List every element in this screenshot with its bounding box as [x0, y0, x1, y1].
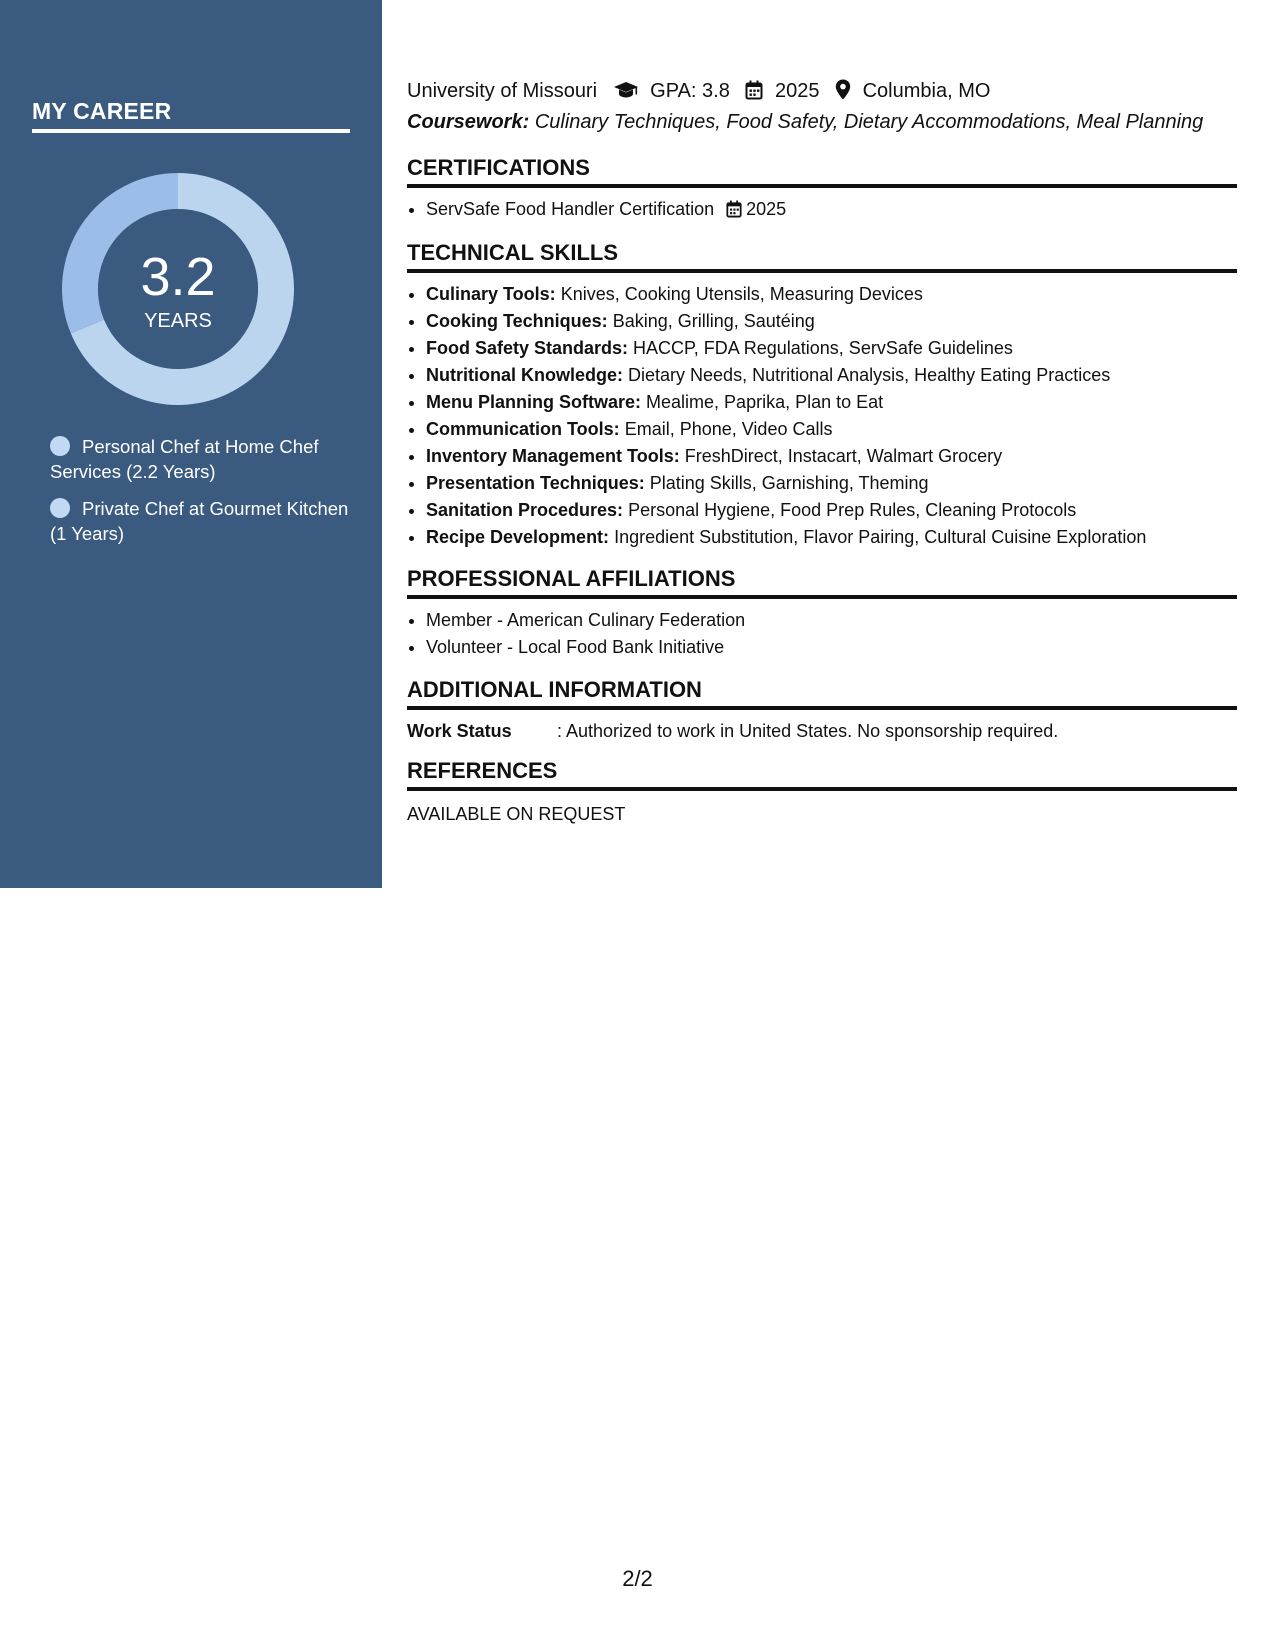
affiliation-item: • Member - American Culinary Federation	[426, 607, 1237, 634]
skill-value: Plating Skills, Garnishing, Theming	[649, 473, 929, 493]
page-number: 2/2	[622, 1566, 653, 1591]
calendar-icon	[745, 80, 763, 107]
work-status-label: Work Status	[407, 721, 512, 741]
skill-item	[426, 443, 1237, 470]
career-bullet-dot-icon	[50, 436, 70, 456]
skill-item	[426, 524, 1237, 551]
skill-label: Food Safety Standards:	[426, 338, 629, 358]
section-title-affiliations: PROFESSIONAL AFFILIATIONS	[407, 565, 1237, 599]
references-text: AVAILABLE ON REQUEST	[407, 804, 626, 824]
affiliations-section	[407, 565, 1237, 661]
skill-label: Presentation Techniques:	[426, 473, 645, 493]
skill-label: Communication Tools:	[426, 419, 620, 439]
calendar-icon	[726, 199, 742, 226]
graduation-cap-icon	[613, 80, 639, 107]
total-years-unit: YEARS	[144, 310, 212, 332]
sidebar-title-rule	[32, 129, 350, 133]
career-bullet-dot-icon	[50, 498, 70, 518]
section-title-certifications: CERTIFICATIONS	[407, 154, 1237, 188]
skill-value: FreshDirect, Instacart, Walmart Grocery	[684, 446, 1003, 466]
coursework-value: Culinary Techniques, Food Safety, Dietary Accommodations, Meal Planning	[534, 111, 1204, 133]
references-section	[407, 757, 1237, 827]
gpa: GPA: 3.8	[650, 80, 730, 102]
education-line	[407, 78, 990, 107]
section-title-technical-skills: TECHNICAL SKILLS	[407, 239, 1237, 273]
technical-skills-section	[407, 239, 1237, 551]
skill-value: Email, Phone, Video Calls	[624, 419, 833, 439]
career-item-text: Personal Chef at Home Chef Services (2.2 Years)	[50, 436, 319, 482]
skill-label: Recipe Development:	[426, 527, 610, 547]
skill-label: Inventory Management Tools:	[426, 446, 680, 466]
skill-value: Dietary Needs, Nutritional Analysis, Healthy Eating Practices	[628, 365, 1111, 385]
skill-item	[426, 389, 1237, 416]
certification-item	[426, 196, 1237, 226]
additional-information-section	[407, 676, 1237, 744]
skill-value: Mealime, Paprika, Plan to Eat	[646, 392, 884, 412]
skill-value: Ingredient Substitution, Flavor Pairing, Cultural Cuisine Exploration	[614, 527, 1147, 547]
sidebar-title: MY CAREER	[32, 98, 172, 124]
skill-label: Nutritional Knowledge:	[426, 365, 623, 385]
career-item-text: Private Chef at Gourmet Kitchen (1 Years)	[50, 498, 349, 544]
career-sidebar	[0, 0, 382, 888]
skill-item	[426, 281, 1237, 308]
coursework	[407, 109, 1203, 135]
school-location: Columbia, MO	[862, 80, 991, 102]
skill-item	[426, 497, 1237, 524]
graduation-year: 2025	[774, 80, 820, 102]
skill-value: HACCP, FDA Regulations, ServSafe Guidelines	[633, 338, 1013, 358]
affiliation-item: • Volunteer - Local Food Bank Initiative	[426, 634, 1237, 661]
skill-item	[426, 416, 1237, 443]
skill-item	[426, 335, 1237, 362]
career-list	[50, 434, 350, 558]
career-item	[50, 496, 350, 546]
certification-year: 2025	[746, 199, 787, 219]
skill-value: Baking, Grilling, Sautéing	[612, 311, 815, 331]
total-years-value: 3.2	[140, 247, 216, 307]
school-name: University of Missouri	[407, 80, 598, 102]
section-title-additional-information: ADDITIONAL INFORMATION	[407, 676, 1237, 710]
skill-label: Menu Planning Software:	[426, 392, 642, 412]
skill-item	[426, 362, 1237, 389]
skill-value: Knives, Cooking Utensils, Measuring Devices	[560, 284, 923, 304]
section-title-references: REFERENCES	[407, 757, 1237, 791]
skill-label: Cooking Techniques:	[426, 311, 608, 331]
skill-value: Personal Hygiene, Food Prep Rules, Cleaning Protocols	[628, 500, 1077, 520]
skill-item	[426, 470, 1237, 497]
skill-label: Culinary Tools:	[426, 284, 556, 304]
work-status	[407, 718, 1237, 744]
skill-item	[426, 308, 1237, 335]
skill-label: Sanitation Procedures:	[426, 500, 624, 520]
career-item	[50, 434, 350, 484]
certification-name: ServSafe Food Handler Certification	[426, 199, 715, 219]
work-status-value: : Authorized to work in United States. No sponsorship required.	[557, 721, 1059, 741]
map-pin-icon	[835, 79, 851, 107]
coursework-label: Coursework:	[407, 111, 530, 133]
certifications-section	[407, 154, 1237, 226]
